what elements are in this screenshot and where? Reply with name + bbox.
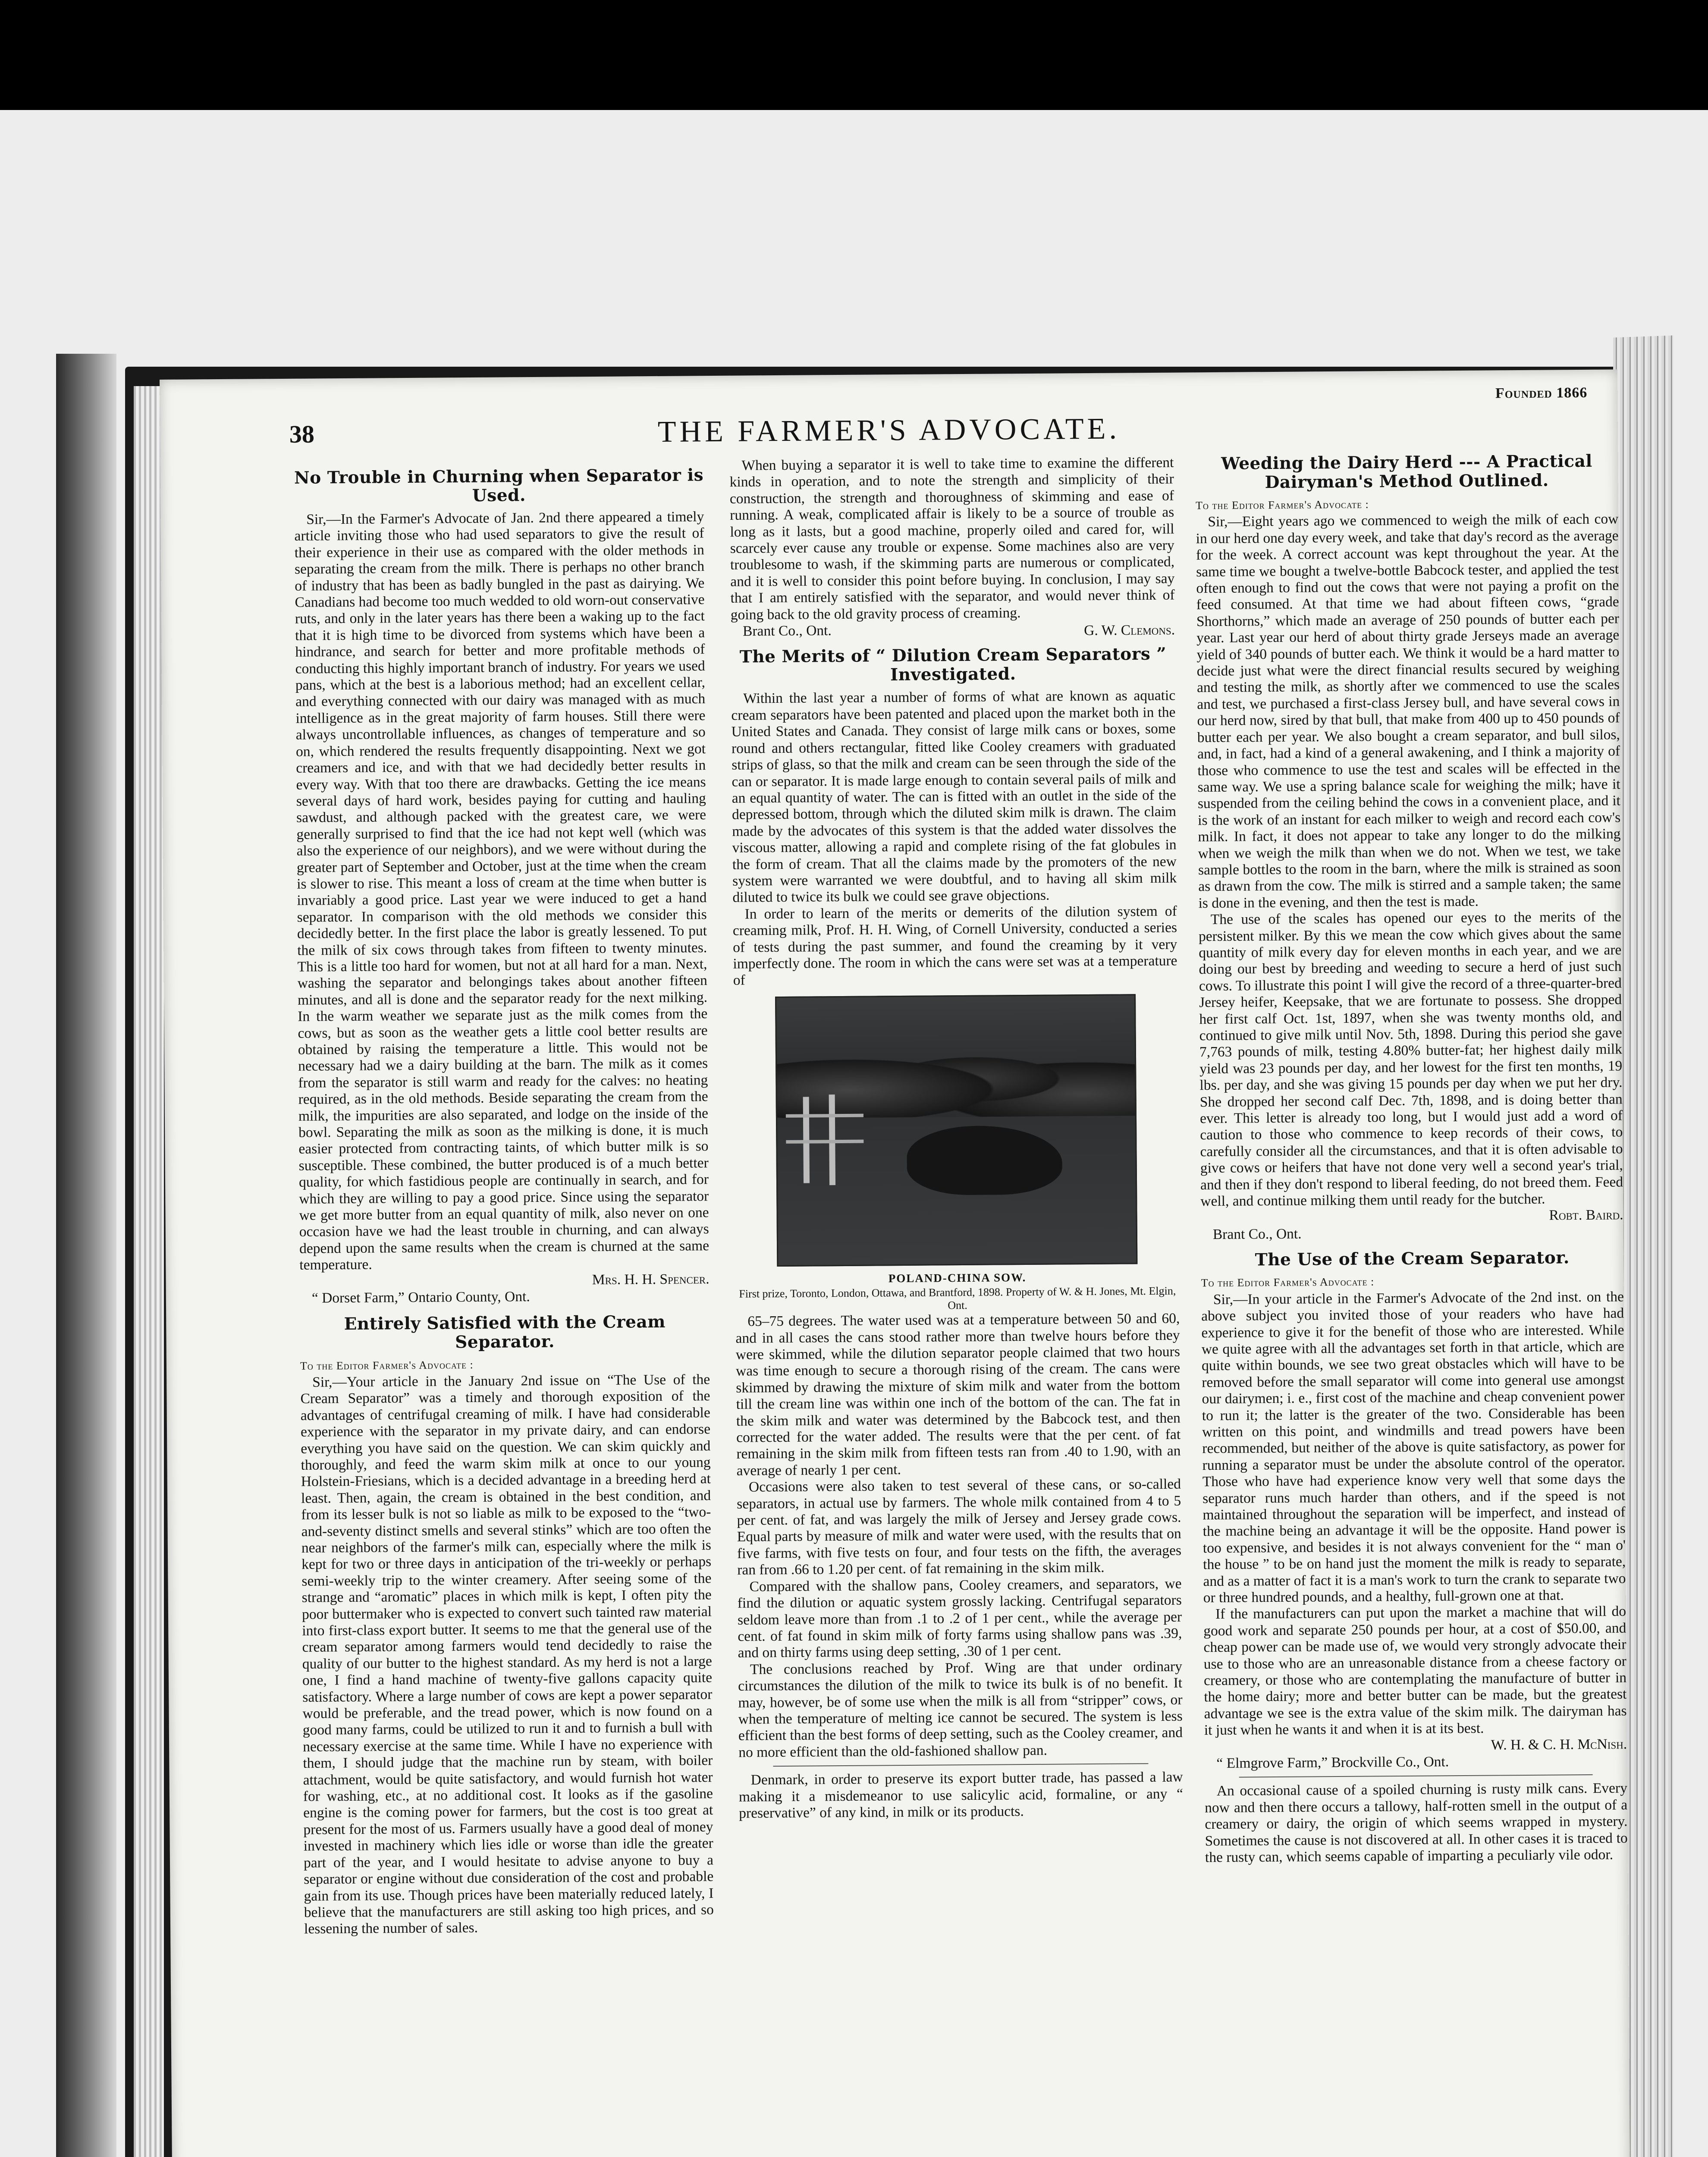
article-place — [731, 620, 1175, 640]
editor-line: To the Editor Farmer's Advocate : — [1195, 498, 1369, 512]
article-title: No Trouble in Churning when Separator is Used. — [294, 465, 704, 506]
paper-title: THE FARMER'S ADVOCATE. — [657, 412, 1121, 449]
article-paragraph: Sir,—Eight years ago we commenced to weigh the milk of each cow in our herd one day every week, and take that day's record as the average for the week. A correct account was kept throughout the year. At the same time we bought a twelve-bottle Babcock tester, and applied the test often enough to find out the cows that were not paying a profit on the feed consumed. At that time we had about fifteen cows, “grade Shorthorns,” which made an average of 250 pounds of butter each per year. Last year our herd of about thirty grade Jerseys made an average yield of 340 pounds of butter each. We think it would be a hard matter to decide just what were the direct financial results secured by weighing and testing the milk, as shortly after we commenced to use the scales and test, we purchased a first-class Jersey bull, and have several cows in our herd now, sired by that bull, that make from 400 up to 450 pounds of butter each per year. We also bought a cream separator, and bull silos, and, in fact, had a kind of a general awakening, and I think a majority of those who commence to use the test and scales will be effected in the same way. We use a spring balance scale for weighing the milk; have it suspended from the ceiling behind the cows in a convenient place, and it is the work of an instant for each milker to weigh and record each cow's milk. In fact, it does not appear to take any longer to do the milking when we weigh the milk than when we do not. When we test, we take sample bottles to the room in the barn, where the milk is strained as soon as drawn from the cow. The milk is stirred and a sample taken; the same is done in the evening, and then the test is made. — [1196, 511, 1621, 911]
page-stack-left — [134, 386, 164, 2157]
article-title: The Merits of “ Dilution Cream Separators ” Investigated. — [739, 644, 1167, 685]
photo-caption-title: POLAND-CHINA SOW. — [888, 1270, 1027, 1285]
editor-line: To the Editor Farmer's Advocate : — [1201, 1275, 1375, 1289]
article-paragraph: An occasional cause of a spoiled churning is rusty milk cans. Every now and then there occurs a tallowy, half-rotten smell in the output of a creamery or dairy, the origin of which seems wrapped in mystery. Sometimes the cause is not discovered at all. In other cases it is traced to the rusty can, which seems capable of imparting a peculiarly vile odor. — [1205, 1780, 1628, 1866]
editor-line: To the Editor Farmer's Advocate : — [300, 1358, 474, 1372]
column-left — [294, 458, 714, 1937]
fence-rail — [786, 1139, 863, 1143]
article-place: Brant Co., Ont. — [1212, 1226, 1302, 1242]
footnote-paragraph: Denmark, in order to preserve its export butter trade, has passed a law making it a misdemeanor to use salicylic acid, formaline, or any “ preservative” of any kind, in milk or its products. — [738, 1769, 1184, 1821]
article-paragraph: Sir,—Your article in the January 2nd issue on “The Use of the Cream Separator” was a timely and thorough exposition of the advantages of centrifugal creaming of milk. I have had considerable experience with the separator in my private dairy, and can endorse everything you have said on the question. We can skim quickly and thoroughly, and feed the warm skim milk at once to our young Holstein-Friesians, which is a decided advantage in a breeding herd at least. Then, again, the cream is obtained in the best condition, and from its lesser bulk is not so liable as milk to be exposed to the “two-and-seventy distinct smells and several stinks” which are too often the near neighbors of the farmer's milk can, especially where the milk is kept for two or three days in anticipation of the tri-weekly or perhaps semi-weekly trip to the winter creamery. After seeing some of the strange and “aromatic” places in which milk is kept, I often pity the poor buttermaker who is expected to convert such tainted raw material into first-class export butter. It seems to me that the general use of the cream separator among farmers would tend decidedly to raise the quality of our butter to the highest standard. As my herd is not a large one, I find a hand machine of twenty-five gallons capacity quite satisfactory. Where a large number of cows are kept a power separator would be preferable, and the tread power, which is now found on a good many farms, could be utilized to run it and to furnish a bull with necessary exercise at the same time. While I have no experience with them, I should judge that the machine run by steam, with boiler attachment, would be quite satisfactory, and would furnish hot water for washing, etc., at no additional cost. It looks as if the gasoline engine is the coming power for farmers, but the cost is too great at present for the most of us. Farmers usually have a good deal of money invested in machinery which lies idle or worse than idle the greater part of the year, and I would hesitate to advise anyone to buy a separator or engine without due consideration of the cost and probable gain from its use. Though prices have been materially reduced lately, I believe that the manufacturers are still asking too high prices, and so lessening the number of sales. — [300, 1371, 714, 1937]
article-paragraph: If the manufacturers can put upon the market a machine that will do good work and separate 250 pounds per hour, at a cost of $50.00, and cheap power can be made use of, we would very strongly advocate their use to those who are an unreasonable distance from a cheese factory or creamery, or those who are contemplating the manufacture of butter in the home dairy; more and better butter can be made, but the greatest advantage we see is the extra value of the skim milk. The dairyman has it just when he wants it and when it is at its best. — [1203, 1603, 1627, 1739]
sow-photograph — [775, 994, 1137, 1267]
article-title: The Use of the Cream Separator. — [1255, 1248, 1570, 1270]
article-place: “ Elmgrove Farm,” Brockville Co., Ont. — [1216, 1754, 1449, 1772]
binding-shadow — [56, 354, 116, 2157]
scan-border-top — [0, 0, 1708, 110]
article-paragraph: Sir,—In the Farmer's Advocate of Jan. 2nd there appeared a timely article inviting those who had used separators to give the result of their experience in their use as compared with the older methods in separating the cream from the milk. There is perhaps no other branch of industry that has been as badly bungled in the past as dairying. We Canadians had become too much wedded to old worn-out conservative ruts, and only in the later years has there been a waking up to the fact that it is high time to be divorced from systems which have been a hindrance, and search for better and more profitable methods of conducting this highly important branch of industry. For years we used pans, which at the best is a laborious method; had an excellent cellar, and everything connected with our dairy was managed with as much intelligence as in the great majority of farm houses. Still there were always uncontrollable influences, as changes of temperature and so on, which rendered the results frequently disappointing. Next we got creamers and ice, and with that we had decidedly better results in every way. With that too there are drawbacks. Getting the ice means several days of hard work, besides paying for cutting and hauling sawdust, and although packed with the greatest care, we were generally surprised to find that the ice had not kept well (which was also the experience of our neighbors), and we were without during the greater part of September and October, just at the time when the cream is slower to rise. This meant a loss of cream at the time when butter is invariably a good price. Last year we were induced to get a hand separator. In comparison with the old methods we consider this decidedly better. In the first place the labor is greatly lessened. To put the milk of six cows through takes from fifteen to twenty minutes. This is a little too hard for women, but not at all hard for a man. Next, washing the separator and belongings takes about another fifteen minutes, and all is done and the separator ready for the next milking. In the warm weather we separate just as the milk comes from the cows, but as soon as the weather gets a little cool better results are obtained by raising the temperature a little. This would not be necessary had we a dairy building at the barn. The milk as it comes from the separator is still warm and ready for the calves: no heating required, as in the old methods. Beside separating the cream from the milk, the impurities are also separated, and lodge on the inside of the bowl. Separating the milk as soon as the milking is done, it is much easier protected from contracting taints, of which butter milk is so susceptible. These combined, the butter produced is of a much better quality, for which fastidious people are continually in search, and for which they are willing to pay a good price. Since using the separator we get more butter from an equal quantity of milk, also never on one occasion have we had the least trouble in churning, and can always depend upon the same results when the cream is churned at the same temperature. — [294, 509, 710, 1273]
photo-caption: First prize, Toronto, London, Ottawa, and Brantford, 1898. Property of W. & H. Jones, Mt. Elgin, Ont. — [739, 1284, 1176, 1312]
article-title: Weeding the Dairy Herd --- A Practical Dairyman's Method Outlined. — [1221, 451, 1592, 493]
article-paragraph: Within the last year a number of forms of what are known as aquatic cream separators have been patented and placed upon the market both in the United States and Canada. They consist of large milk cans or boxes, some round and others rectangular, fitted like Cooley creamers with graduated strips of glass, so that the milk and cream can be seen through the side of the can or separator. It is made large enough to contain several pails of milk and an equal quantity of water. The can is fitted with an outlet in the side of the depressed bottom, through which the diluted skim milk is drawn. The claim made by the advocates of this system is that the added water dissolves the viscous matter, allowing a rapid and complete rising of the fat globules in the form of cream. That all the claims made by the promoters of the new system were warranted we were doubtful, and to having all skim milk diluted to twice its bulk we could see grave objections. — [731, 688, 1177, 906]
fence-rail — [786, 1113, 863, 1117]
article-signature: W. H. & C. H. McNish. — [1491, 1736, 1627, 1753]
article-paragraph: The conclusions reached by Prof. Wing are that under ordinary circumstances the dilution of the milk to twice its bulk is of no benefit. It may, however, be of some use when the milk is all from “stripper” cows, or when the temperature of melting ice cannot be secured. The system is less efficient than the best forms of deep setting, such as the Cooley creamer, and no more efficient than the old-fashioned shallow pan. — [738, 1658, 1183, 1761]
article-paragraph: Sir,—In your article in the Farmer's Advocate of the 2nd inst. on the above subject you invited those of your readers who have had experience to give it for the benefit of those who are interested. While we quite agree with all the advantages set forth in that article, which are quite within bounds, we see two great obstacles which will have to be removed before the small separator will come into general use amongst our dairymen; i. e., first cost of the machine and cheap convenient power to run it; the latter is the greater of the two. Considerable has been written on this point, and windmills and tread powers have been recommended, but neither of the above is quite satisfactory, as power for running a separator must be under the absolute control of the operator. Those who have had experience know very well that some days the separator runs much harder than others, and if the speed is not maintained throughout the separation will be imperfect, and instead of the machine being an advantage it will be the opposite. Hand power is too expensive, and besides it is not always convenient for the “ man o' the house ” to be on hand just the moment the milk is ready to separate, and as a matter of fact it is a man's work to turn the crank to separate two or three hundred pounds, and a healthy, full-grown one at that. — [1201, 1289, 1626, 1606]
article-signature: G. W. Clemons. — [1084, 622, 1175, 639]
divider — [1239, 1774, 1593, 1778]
place-text: Brant Co., Ont. — [742, 623, 832, 639]
article-place: “ Dorset Farm,” Ontario County, Ont. — [311, 1289, 530, 1306]
divider — [773, 1763, 1148, 1767]
article-paragraph: In order to learn of the merits or demerits of the dilution system of creaming milk, Prof. H. H. Wing, of Cornell University, conducted a series of tests during the past summer, and found the creaming by it very imperfectly done. The room in which the cans were set was at a temperature of — [732, 903, 1177, 989]
article-paragraph: Occasions were also taken to test several of these cans, or so-called separators, in actual use by farmers. The whole milk contained from 4 to 5 per cent. of fat, and was largely the milk of Jersey and Jersey grade cows. Equal parts by measure of milk and water were used, with the results that on five farms, with five tests on four, and four tests on the fifth, the averages ran from .66 to 1.20 per cent. of fat remaining in the skim milk. — [737, 1476, 1182, 1578]
article-signature: Robt. Baird. — [1549, 1207, 1623, 1224]
newspaper-page — [160, 369, 1631, 2157]
article-title: Entirely Satisfied with the Cream Separator. — [344, 1311, 666, 1352]
column-right — [1195, 451, 1628, 1866]
article-signature: Mrs. H. H. Spencer. — [592, 1270, 710, 1288]
founded-line: Founded 1866 — [1495, 384, 1588, 402]
article-paragraph: 65–75 degrees. The water used was at a temperature between 50 and 60, and in all cases the cans stood rather more than twelve hours before they were skimmed, while the dilution separator people claimed that two hours was time enough to secure a thorough rising of the cream. The cans were skimmed by drawing the mixture of skim milk and water from the bottom till the cream line was within one inch of the bottom of the can. The fat in the skim milk and water was determined by the Babcock test, and then corrected for the water added. The results were that the per cent. of fat remaining in the skim milk from fifteen tests ran from .40 to 1.90, with an average of nearly 1 per cent. — [735, 1310, 1181, 1479]
article-paragraph: The use of the scales has opened our eyes to the merits of the persistent milker. By this we mean the cow which gives about the same quantity of milk every day for eleven months in each year, and we are doing our best by breeding and weeding to secure a herd of just such cows. To illustrate this point I will give the record of a three-quarter-bred Jersey heifer, Keepsake, that we are fortunate to possess. She dropped her first calf Oct. 1st, 1897, when she was twenty months old, and continued to give milk until Nov. 5th, 1898. During this period she gave 7,763 pounds of milk, testing 4.80% butter-fat; her highest daily milk yield was 23 pounds per day, and her lowest for the first ten months, 19 lbs. per day, and she was giving 15 pounds per day when we put her dry. She dropped her second calf Dec. 7th, 1898, and is doing better than ever. This letter is already too long, but I would just add a word of caution to those who commence to keep records of their cows, to carefully consider all the circumstances, and that it is often advisable to give cows or heifers that have not done very well a second year's trial, and then if they don't respond to liberal feeding, do not breed them. Feed well, and continue milking them until ready for the butcher. — [1198, 909, 1623, 1210]
column-middle — [729, 455, 1183, 1822]
page-number: 38 — [289, 420, 315, 448]
masthead — [160, 384, 1618, 455]
article-paragraph: When buying a separator it is well to take time to examine the different kinds in operation, and to note the strength and simplicity of their construction, the strength and thoroughness of skimming and ease of running. A weak, complicated affair is likely to be a source of trouble as long as it lasts, but a good machine, properly oiled and cared for, will scarcely ever cause any trouble or expense. Some machines also are very troublesome to wash, if the skimming parts are numerous or complicated, and it is well to consider this point before buying. In conclusion, I may say that I am entirely satisfied with the separator, and would never think of going back to the old gravity process of creaming. — [729, 454, 1175, 623]
article-paragraph: Compared with the shallow pans, Cooley creamers, and separators, we find the dilution or aquatic system grossly lacking. Centrifugal separators seldom leave more than from .1 to .2 of 1 per cent., while the average per cent. of fat found in skim milk of forty farms using shallow pans was .39, and on thirty farms using deep setting, .30 of 1 per cent. — [737, 1575, 1182, 1661]
